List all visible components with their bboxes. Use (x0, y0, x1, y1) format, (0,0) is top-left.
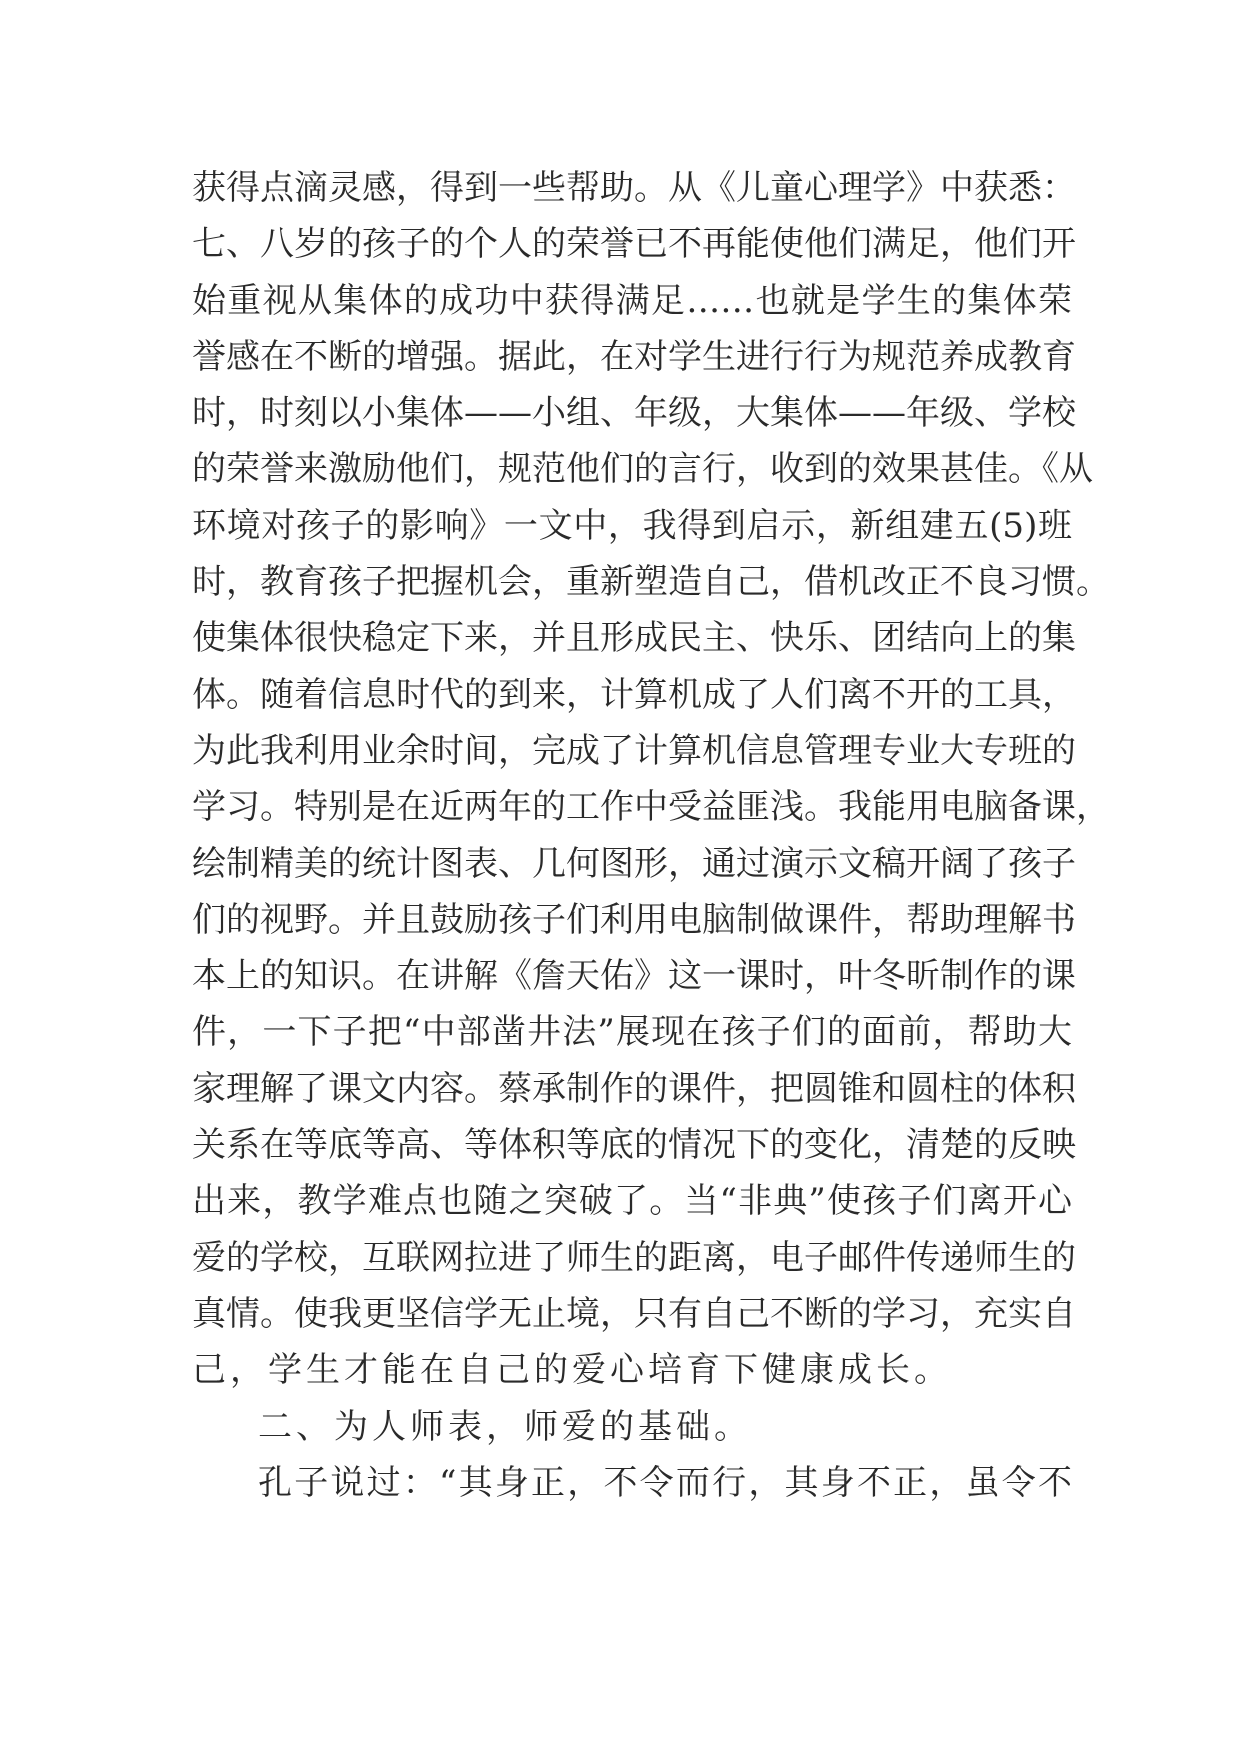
text-line: 誉感在不断的增强。据此，在对学生进行行为规范养成教育 (192, 336, 1076, 377)
text-line: 的荣誉来激励他们，规范他们的言行，收到的效果甚佳。《从 (192, 449, 1093, 490)
text-line: 件，一下子把“中部凿井法”展现在孩子们的面前，帮助大 (192, 1012, 1072, 1053)
text-line: 出来，教学难点也随之突破了。当“非典”使孩子们离开心 (192, 1181, 1072, 1222)
text-line: 时，教育孩子把握机会，重新塑造自己，借机改正不良习惯。 (192, 562, 1110, 603)
text-line: 使集体很快稳定下来，并且形成民主、快乐、团结向上的集 (192, 618, 1076, 659)
text-line: 绘制精美的统计图表、几何图形，通过演示文稿开阔了孩子 (192, 843, 1076, 884)
text-line: 为此我利用业余时间，完成了计算机信息管理专业大专班的 (192, 730, 1076, 771)
text-line: 真情。使我更坚信学无止境，只有自己不断的学习，充实自 (192, 1293, 1076, 1334)
text-line: 时，时刻以小集体——小组、年级，大集体——年级、学校 (192, 393, 1076, 434)
text-line: 始重视从集体的成功中获得满足……也就是学生的集体荣 (192, 280, 1072, 321)
text-line: 们的视野。并且鼓励孩子们利用电脑制做课件，帮助理解书 (192, 899, 1076, 940)
text-line: 孔子说过：“其身正，不令而行，其身不正，虽令不 (258, 1462, 1072, 1503)
text-line: 体。随着信息时代的到来，计算机成了人们离不开的工具， (192, 674, 1076, 715)
text-line: 学习。特别是在近两年的工作中受益匪浅。我能用电脑备课， (192, 787, 1110, 828)
paragraph-end-line: 己，学生才能在自己的爱心培育下健康成长。 (192, 1350, 952, 1391)
text-line: 七、八岁的孩子的个人的荣誉已不再能使他们满足，他们开 (192, 224, 1076, 265)
text-line: 本上的知识。在讲解《詹天佑》这一课时，叶冬昕制作的课 (192, 956, 1076, 997)
text-line: 爱的学校，互联网拉进了师生的距离，电子邮件传递师生的 (192, 1237, 1076, 1278)
text-line: 关系在等底等高、等体积等底的情况下的变化，清楚的反映 (192, 1125, 1076, 1166)
section-heading: 二、为人师表，师爱的基础。 (258, 1406, 752, 1447)
text-line: 家理解了课文内容。蔡承制作的课件，把圆锥和圆柱的体积 (192, 1068, 1076, 1109)
body-text (192, 160, 1110, 1511)
text-line: 获得点滴灵感，得到一些帮助。从《儿童心理学》中获悉： (192, 168, 1076, 208)
text-line: 环境对孩子的影响》一文中，我得到启示，新组建五(5)班 (192, 505, 1072, 546)
